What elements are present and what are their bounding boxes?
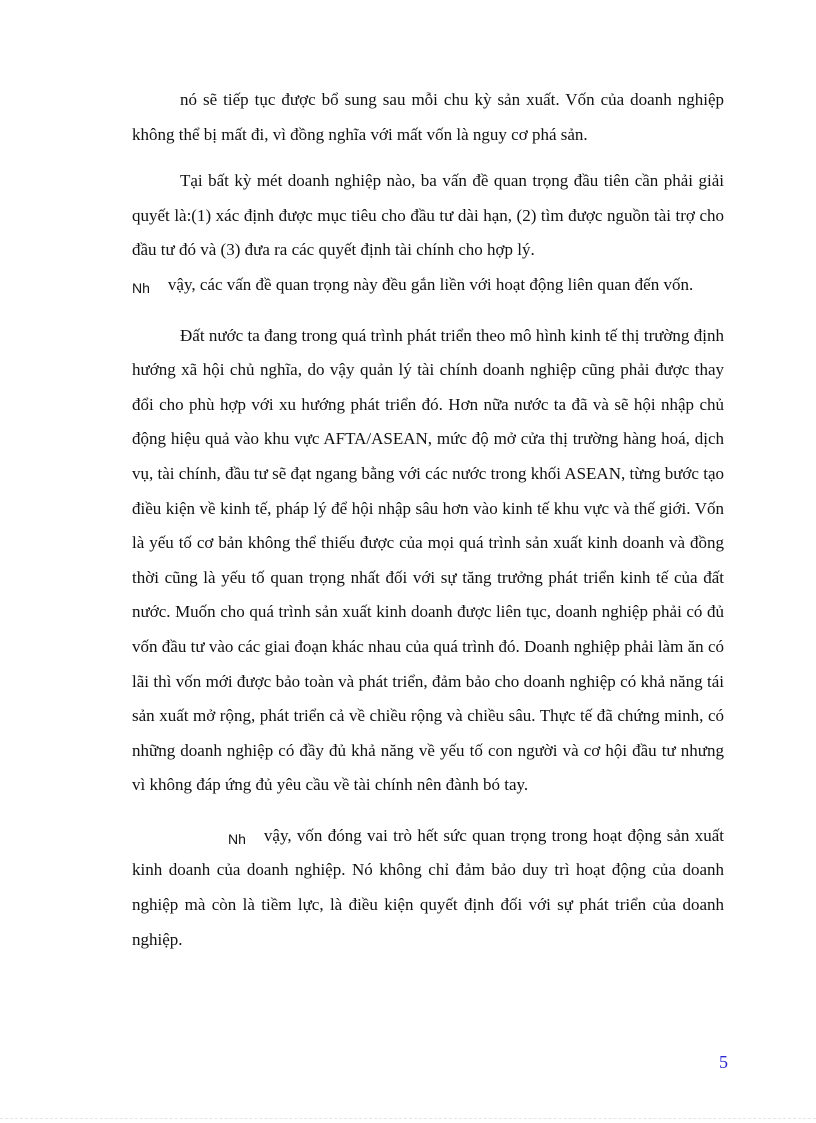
paragraph-2-continuation-text: vậy, các vấn đề quan trọng này đều gắn liền với hoạt động liên quan đến vốn. [167, 274, 694, 294]
page-bottom-divider [0, 1118, 816, 1119]
paragraph-2-prefix: Nh [132, 279, 150, 296]
paragraph-4-text: vậy, vốn đóng vai trò hết sức quan trọng trong hoạt động sản xuất kinh doanh của doanh nghiệp. Nó không chỉ đảm bảo duy trì hoạt động của doanh nghiệp mà còn là tiềm lực, là điều kiện quyết định đối với sự phát triển của doanh nghiệp. [132, 825, 724, 949]
paragraph-2: Tại bất kỳ mét doanh nghiệp nào, ba vấn đề quan trọng đầu tiên cần phải giải quyết là:(1) xác định được mục tiêu cho đầu tư dài hạn, (2) tìm được nguồn tài trợ cho đầu tư đó và (3) đưa ra các quyết định tài chính cho hợp lý. [132, 171, 724, 260]
paragraph-1: nó sẽ tiếp tục được bổ sung sau mỗi chu kỳ sản xuất. Vốn của doanh nghiệp không thể bị mất đi, vì đồng nghĩa với mất vốn là nguy cơ phá sản. [132, 90, 724, 144]
paragraph-4-prefix: Nh [228, 830, 246, 847]
paragraph-4 [132, 819, 724, 957]
page-number: 5 [719, 1052, 728, 1072]
paragraph-3: Đất nước ta đang trong quá trình phát triển theo mô hình kinh tế thị trường định hướng xã hội chủ nghĩa, do vậy quản lý tài chính doanh nghiệp cũng phải được thay đổi cho phù hợp với xu hướng phát triển đó. Hơn nữa nước ta đã và sẽ hội nhập chủ động hiệu quả vào khu vực AFTA/ASEAN, mức độ mở cửa thị trường hàng hoá, dịch vụ, tài chính, đầu tư sẽ đạt ngang bằng với các nước trong khối ASEAN, từng bước tạo điều kiện về kinh tế, pháp lý để hội nhập sâu hơn vào kinh tế khu vực và thế giới. Vốn là yếu tố cơ bản không thể thiếu được của mọi quá trình sản xuất kinh doanh và đồng thời cũng là yếu tố quan trọng nhất đối với sự tăng trưởng phát triển kinh tế của đất nước. Muốn cho quá trình sản xuất kinh doanh được liên tục, doanh nghiệp phải có đủ vốn đầu tư vào các giai đoạn khác nhau của quá trình đó. Doanh nghiệp phải làm ăn có lãi thì vốn mới được bảo toàn và phát triển, đảm bảo cho doanh nghiệp có khả năng tái sản xuất mở rộng, phát triển cả về chiều rộng và chiều sâu. Thực tế đã chứng minh, có những doanh nghiệp có đầy đủ khả năng về yếu tố con người và cơ hội đầu tư nhưng vì không đáp ứng đủ yêu cầu về tài chính nên đành bó tay. [132, 325, 724, 795]
body-text [132, 83, 724, 957]
paragraph-2-continuation [132, 268, 724, 303]
